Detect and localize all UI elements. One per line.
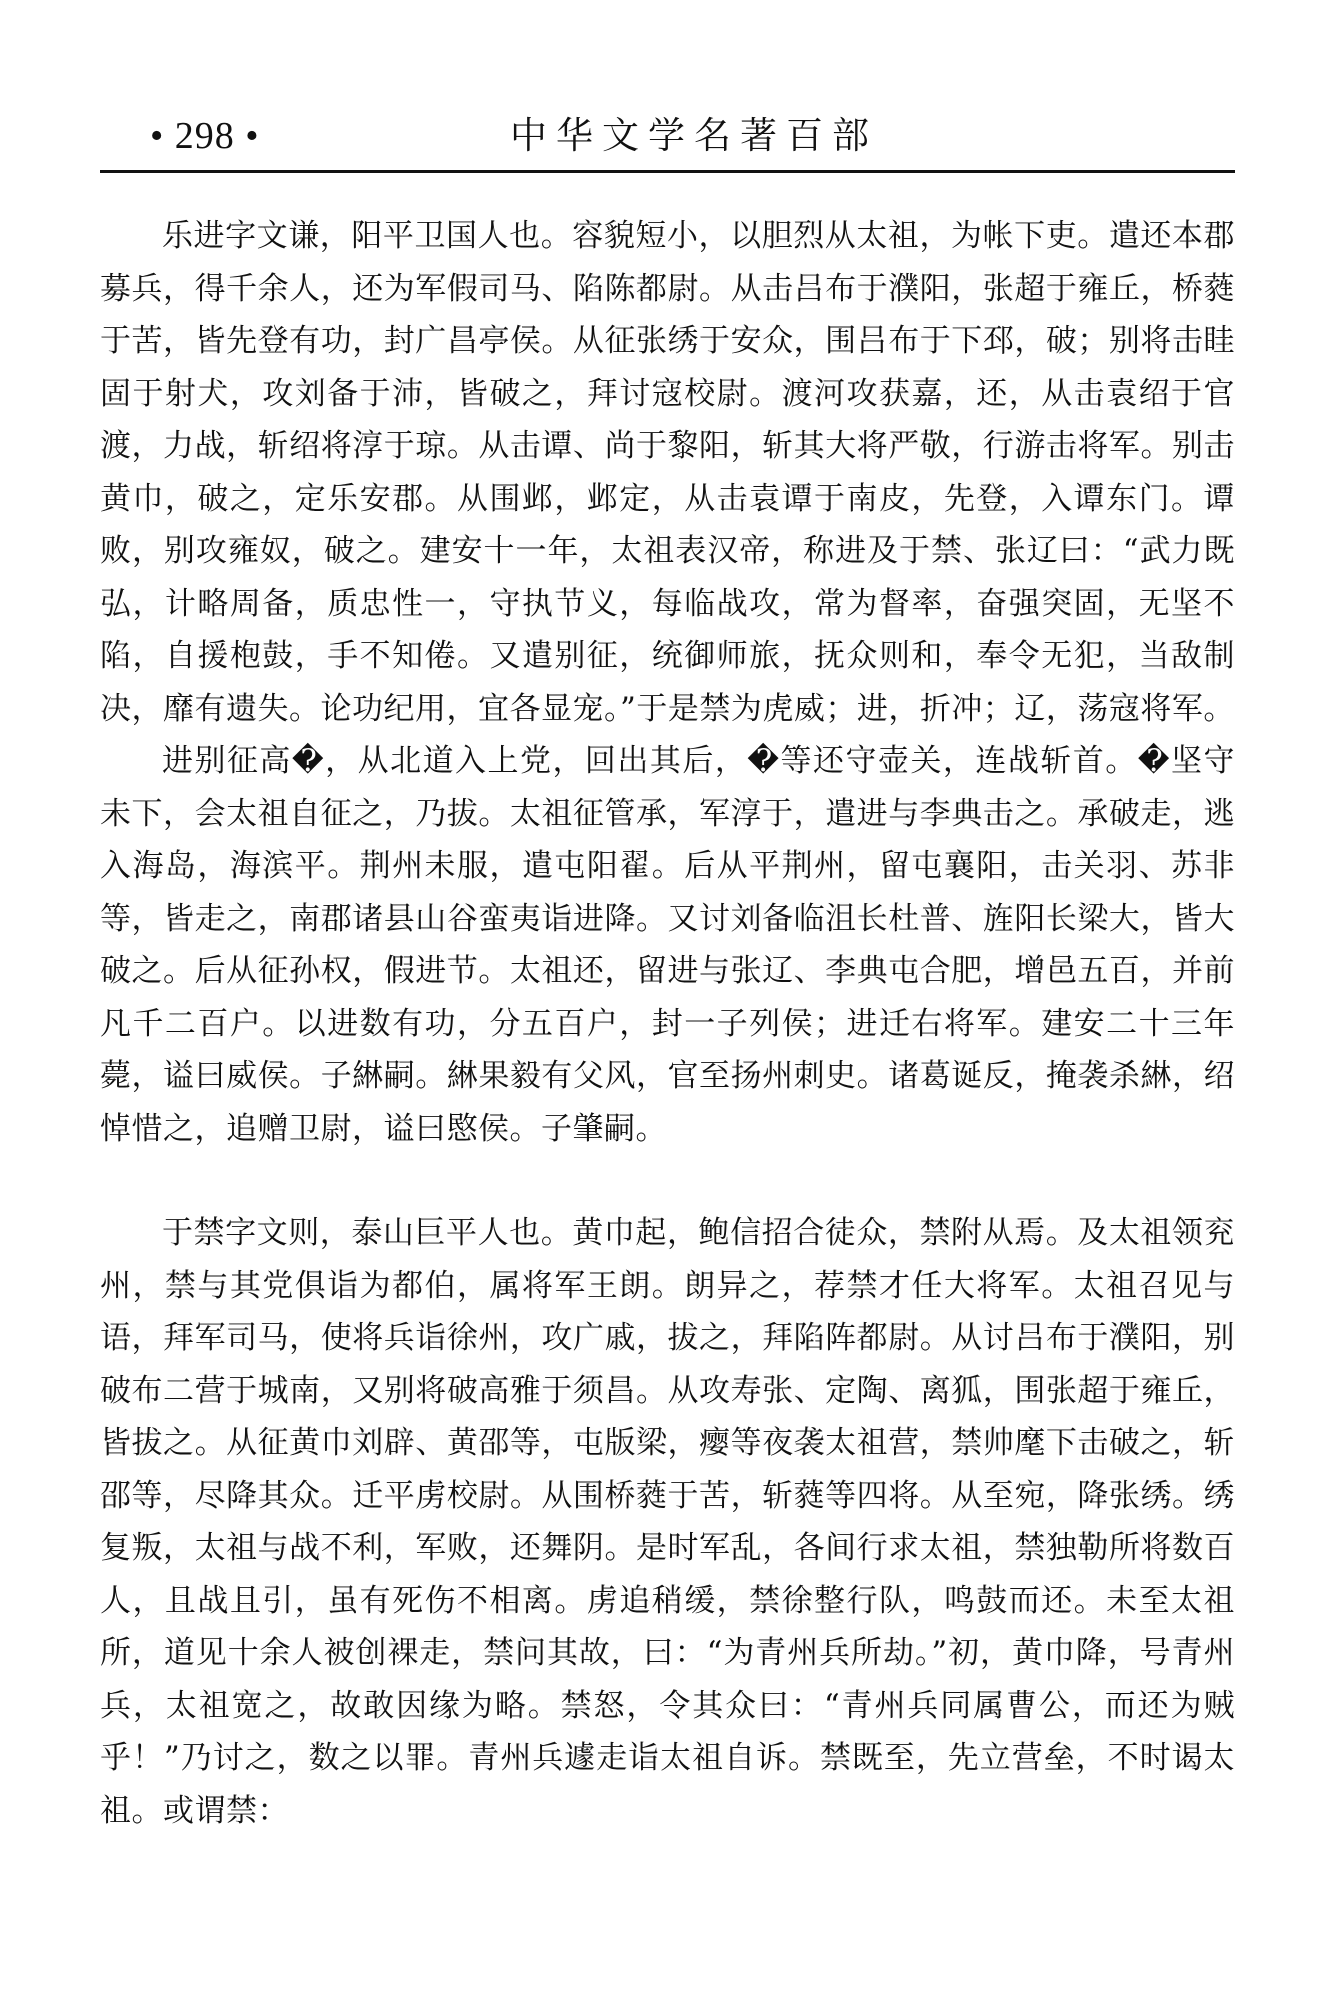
page-number: • 298 • <box>150 115 260 157</box>
header-rule <box>100 170 1235 173</box>
running-head: 中华文学名著百部 <box>510 114 878 157</box>
body-text <box>100 210 1235 1837</box>
paragraph-yue-jin-campaigns: 进别征高�，从北道入上党，回出其后，�等还守壶关，连战斩首。�坚守未下，会太祖自征之，乃拔。太祖征管承，军淳于，遣进与李典击之。承破走，逃入海岛，海滨平。荆州未服，遣屯阳翟。后从平荆州，留屯襄阳，击关羽、苏非等，皆走之，南郡诸县山谷蛮夷诣进降。又讨刘备临沮长杜普、旌阳长梁大，皆大破之。后从征孙权，假进节。太祖还，留进与张辽、李典屯合肥，增邑五百，并前凡千二百户。以进数有功，分五百户，封一子列侯；进迁右将军。建安二十三年薨，谥曰威侯。子綝嗣。綝果毅有父风，官至扬州刺史。诸葛诞反，掩袭杀綝，绍悼惜之，追赠卫尉，谥曰愍侯。子肇嗣。 <box>100 743 1235 1147</box>
paragraph-yue-jin: 乐进字文谦，阳平卫国人也。容貌短小，以胆烈从太祖，为帐下吏。遣还本郡募兵，得千余人，还为军假司马、陷陈都尉。从击吕布于濮阳，张超于雍丘，桥蕤于苦，皆先登有功，封广昌亭侯。从征张绣于安众，围吕布于下邳，破；别将击眭固于射犬，攻刘备于沛，皆破之，拜讨寇校尉。渡河攻获嘉，还，从击袁绍于官渡，力战，斩绍将淳于琼。从击谭、尚于黎阳，斩其大将严敬，行游击将军。别击黄巾，破之，定乐安郡。从围邺，邺定，从击袁谭于南皮，先登，入谭东门。谭败，别攻雍奴，破之。建安十一年，太祖表汉帝，称进及于禁、张辽曰：“武力既弘，计略周备，质忠性一，守执节义，每临战攻，常为督率，奋强突固，无坚不陷，自援枹鼓，手不知倦。又遣别征，统御师旅，抚众则和，奉令无犯，当敌制决，靡有遗失。论功纪用，宜各显宠。”于是禁为虎威；进，折冲；辽，荡寇将军。 <box>100 218 1235 727</box>
paragraph-yu-jin: 于禁字文则，泰山巨平人也。黄巾起，鲍信招合徒众，禁附从焉。及太祖领兖州，禁与其党俱诣为都伯，属将军王朗。朗异之，荐禁才任大将军。太祖召见与语，拜军司马，使将兵诣徐州，攻广戚，拔之，拜陷阵都尉。从讨吕布于濮阳，别破布二营于城南，又别将破高雅于须昌。从攻寿张、定陶、离狐，围张超于雍丘，皆拔之。从征黄巾刘辟、黄邵等，屯版梁，瘿等夜袭太祖营，禁帅麾下击破之，斩邵等，尽降其众。迁平虏校尉。从围桥蕤于苦，斩蕤等四将。从至宛，降张绣。绣复叛，太祖与战不利，军败，还舞阴。是时军乱，各间行求太祖，禁独勒所将数百人，且战且引，虽有死伤不相离。虏追稍缓，禁徐整行队，鸣鼓而还。未至太祖所，道见十余人被创裸走，禁问其故，曰：“为青州兵所劫。”初，黄巾降，号青州兵，太祖宽之，故敢因缘为略。禁怒，令其众曰：“青州兵同属曹公，而还为贼乎！”乃讨之，数之以罪。青州兵遽走诣太祖自诉。禁既至，先立营垒，不时谒太祖。或谓禁： <box>100 1215 1235 1829</box>
page-header <box>100 108 1235 170</box>
